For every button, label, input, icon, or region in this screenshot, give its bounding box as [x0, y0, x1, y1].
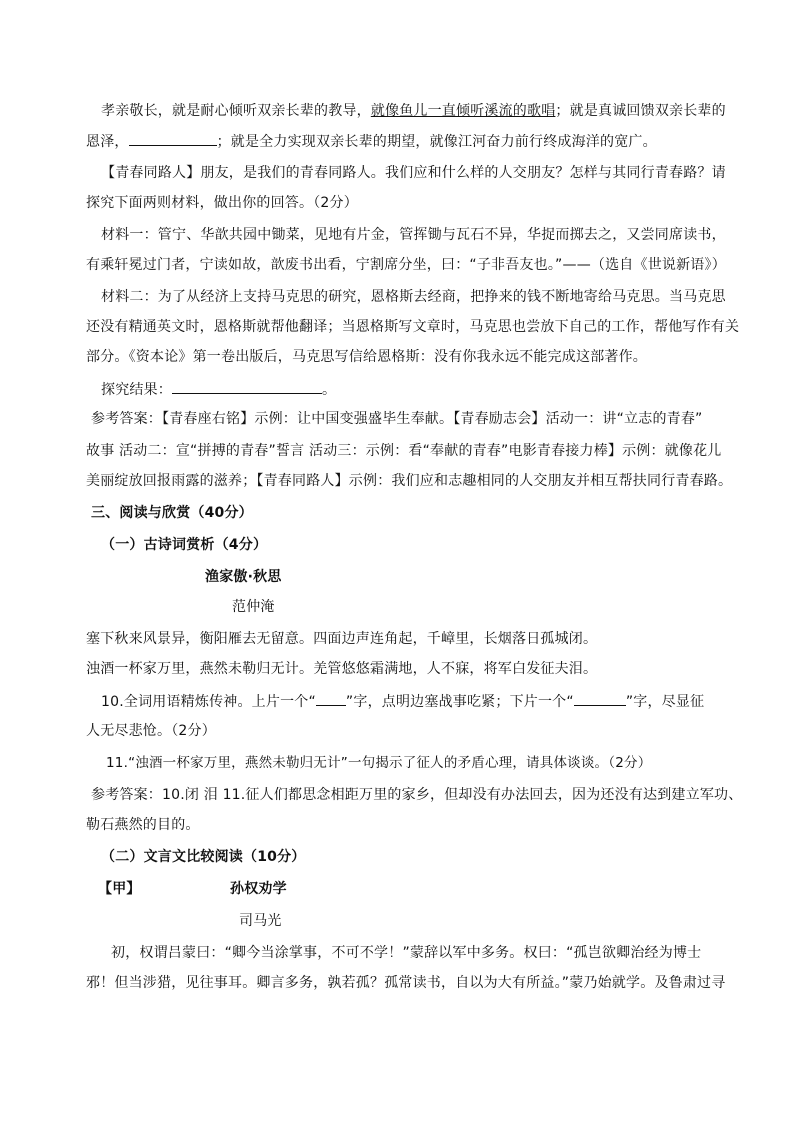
question-line: 人无尽悲怆。（2分） [86, 723, 216, 739]
question-10 [101, 691, 704, 712]
poem-line: 塞下秋来风景异，衡阳雁去无留意。四面边声连角起，千嶂里，长烟落日孤城闭。 [86, 631, 598, 647]
passage-title: 孙权劝学 [230, 881, 287, 897]
poem-title: 渔家傲·秋思 [205, 569, 282, 585]
material-line: 有乘轩冕过门者，宁读如故，歆废书出看，宁割席分坐，曰：“子非吾友也。”——（选自《世说新语》） [86, 257, 726, 273]
passage-line: 初，权谓吕蒙曰：“卿今当涂掌事，不可不学！”蒙辞以军中多务。权曰：“孤岂欲卿治经为博士 [111, 945, 702, 961]
result-line [101, 379, 336, 400]
poem-line: 浊酒一杯家万里，燕然未勒归无计。羌管悠悠霜满地，人不寐，将军白发征夫泪。 [86, 661, 598, 677]
text: ”字，尽显征 [625, 694, 705, 710]
answer-blank [574, 691, 626, 706]
paragraph-line: 【青春同路人】朋友，是我们的青春同路人。我们应和什么样的人交朋友？怎样与其同行青春路？请 [101, 165, 726, 181]
answer-blank [172, 379, 322, 394]
paragraph-line: 探究下面两则材料，做出你的回答。（2分） [86, 195, 358, 211]
passage-author: 司马光 [239, 913, 282, 929]
paragraph-line [101, 101, 726, 121]
answer-line: 故事 活动二：宣“拼搏的青春”誓言 活动三：示例：看“奉献的青春”电影青春接力棒】示例：就像花儿 [86, 443, 722, 459]
text: ；就是全力实现双亲长辈的期望，就像江河奋力前行终成海洋的宽广。 [216, 134, 657, 150]
answer-line: 参考答案：10.闭 泪 11.征人们都思念相距万里的家乡，但却没有办法回去，因为还没有达到建立军功、 [91, 787, 743, 803]
answer-blank [129, 131, 217, 146]
text: ”字，点明边塞战事吃紧；下片一个“ [345, 694, 574, 710]
passage-line: 邪！但当涉猎，见往事耳。卿言多务，孰若孤？孤常读书，自以为大有所益。”蒙乃始就学。及鲁肃过寻 [86, 975, 726, 991]
answer-line: 美丽绽放回报雨露的滋养；【青春同路人】示例：我们应和志趣相同的人交朋友并相互帮扶同行青春路。 [86, 473, 733, 489]
text: 恩泽， [86, 134, 129, 150]
text: 。 [322, 382, 337, 398]
paragraph-line [86, 131, 657, 152]
text: 孝亲敬长，就是耐心倾听双亲长辈的教导， [101, 103, 371, 119]
passage-tag: 【甲】 [98, 881, 141, 897]
answer-blank [316, 691, 346, 706]
answer-line: 参考答案：【青春座右铭】示例：让中国变强盛毕生奉献。【青春励志会】活动一：讲“立志的青春” [91, 411, 703, 427]
material-line: 还没有精通英文时，恩格斯就帮他翻译；当恩格斯写文章时，马克思也尝放下自己的工作，帮他写作有关 [86, 319, 740, 335]
text: 探究结果： [101, 382, 172, 398]
material-line: 材料二：为了从经济上支持马克思的研究，恩格斯去经商，把挣来的钱不断地寄给马克思。当马克思 [101, 289, 726, 305]
material-line: 材料一：管宁、华歆共园中锄菜，见地有片金，管挥锄与瓦石不异，华捉而掷去之，又尝同席读书， [101, 227, 726, 243]
subsection-heading: （二）文言文比较阅读（10分） [101, 849, 306, 865]
subsection-heading: （一）古诗词赏析（4分） [101, 537, 268, 553]
answer-line: 勒石燕然的目的。 [86, 817, 200, 833]
section-heading: 三、阅读与欣赏（40分） [91, 505, 253, 521]
poem-author: 范仲淹 [232, 599, 275, 615]
text: 10.全词用语精炼传神。上片一个“ [101, 694, 316, 710]
underlined-phrase: 就像鱼儿一直倾听溪流的歌唱 [370, 103, 556, 119]
question-11: 11.“浊酒一杯家万里，燕然未勒归无计”一句揭示了征人的矛盾心理，请具体谈谈。（2分） [106, 755, 652, 771]
text: ；就是真诚回馈双亲长辈的 [555, 103, 726, 119]
material-line: 部分。《资本论》第一卷出版后，马克思写信给恩格斯：没有你我永远不能完成这部著作。 [86, 349, 647, 365]
